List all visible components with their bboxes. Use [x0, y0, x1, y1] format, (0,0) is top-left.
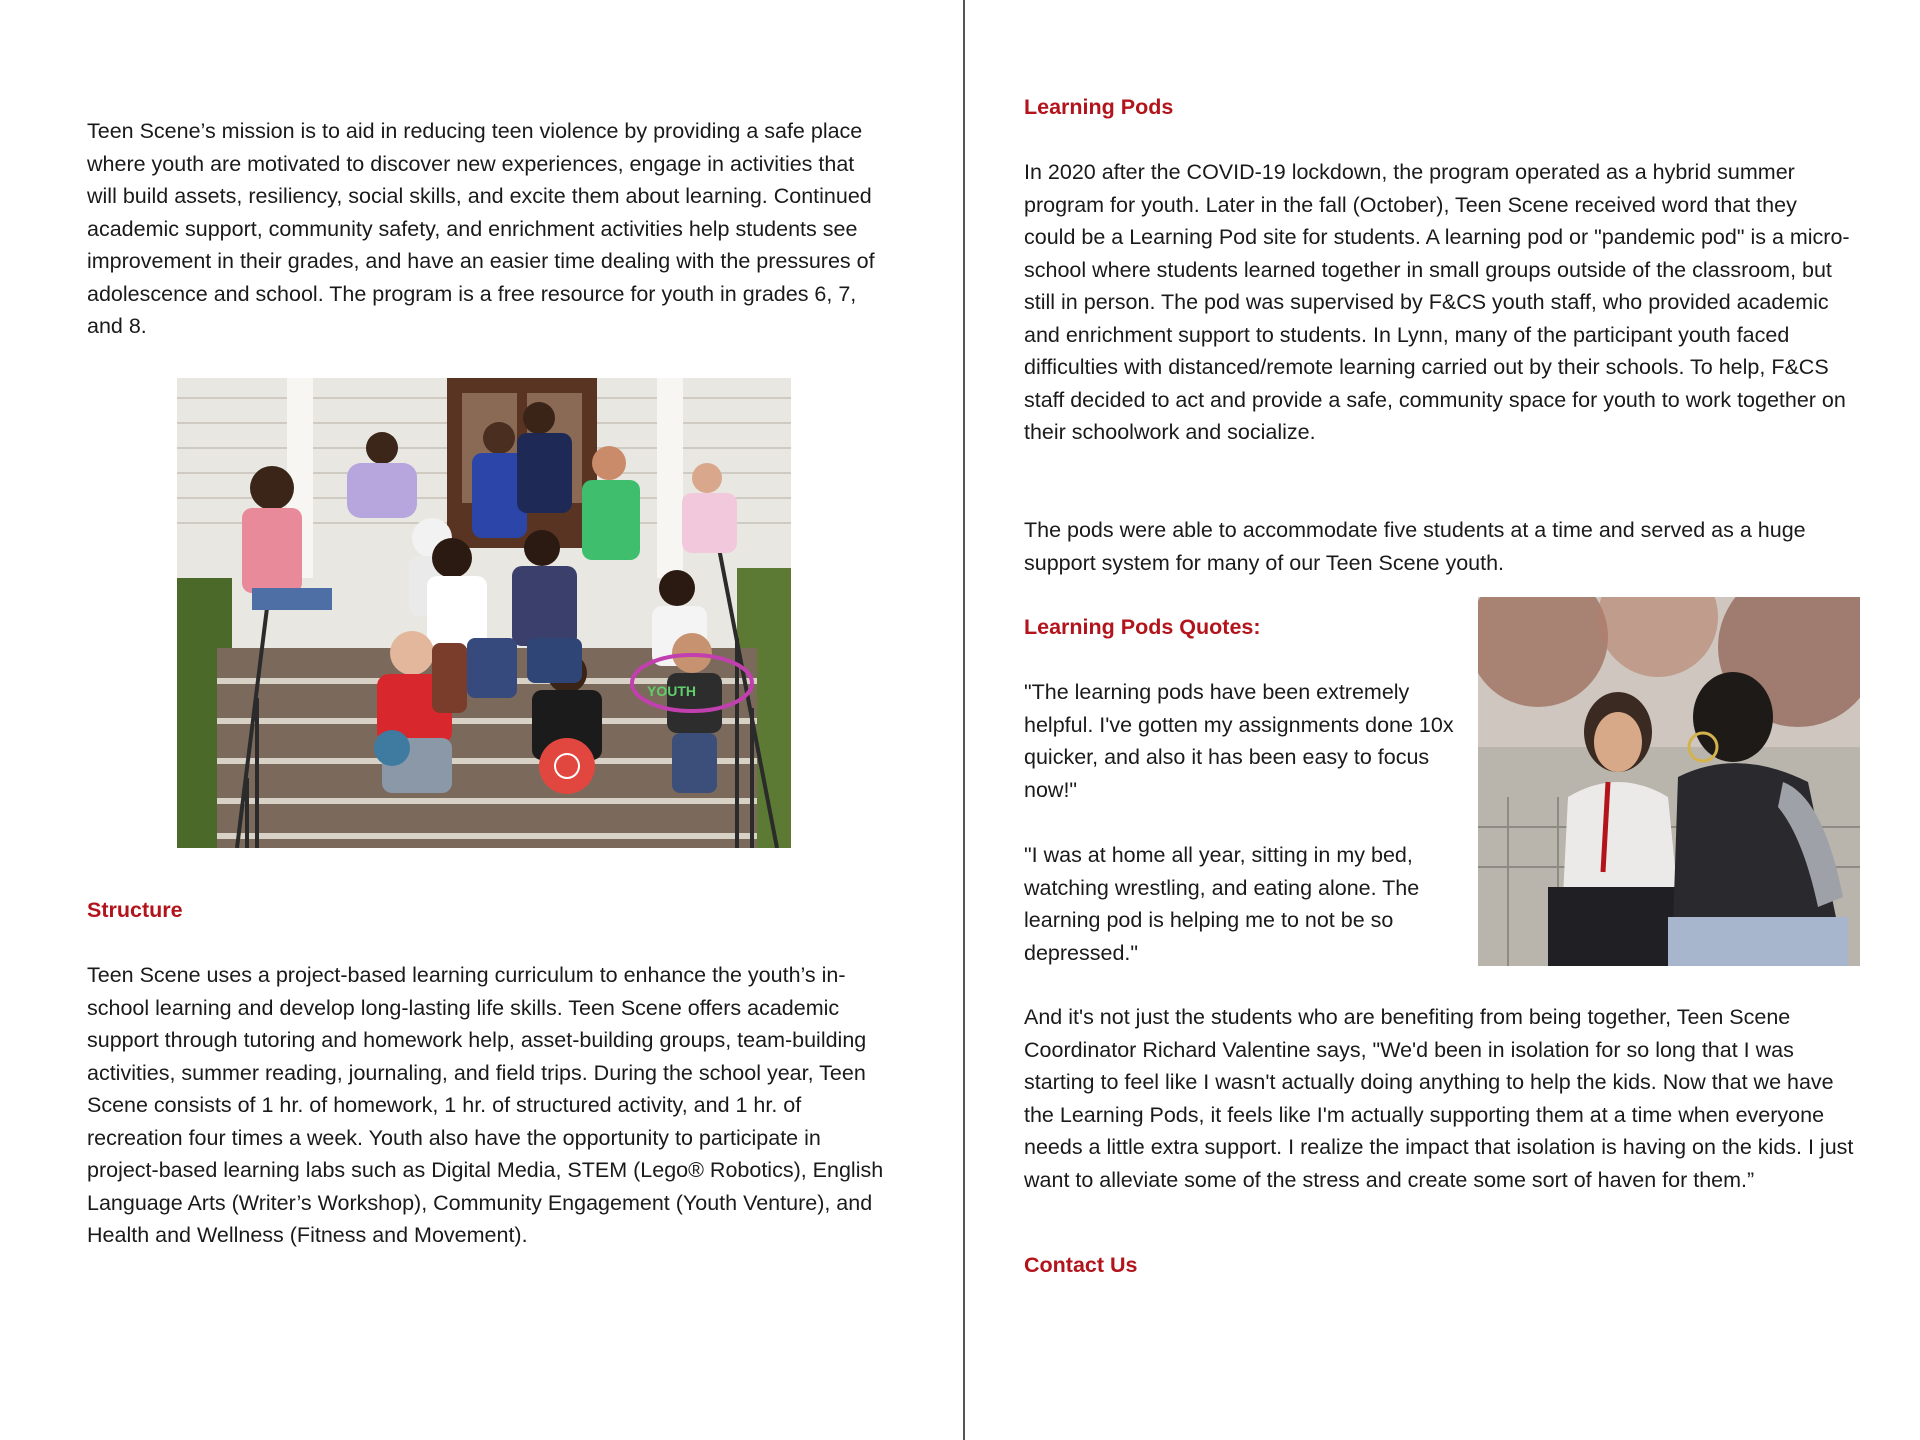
pods-capacity-paragraph: The pods were able to accommodate five students at a time and served as a huge support system for many of our Teen Scene youth. [1024, 518, 1806, 575]
learning-pods-heading: Learning Pods [1024, 95, 1174, 119]
page-divider [963, 0, 965, 1440]
learning-pods-paragraph: In 2020 after the COVID-19 lockdown, the program operated as a hybrid summer program for youth. Later in the fall (October), Teen Scene received word that they could be a Learning Pod site for students. A learning pod or "pandemic pod" is a micro-school where students learned together in small groups outside of the classroom, but still in person. The pod was supervised by F&CS youth staff, who provided academic and enrichment support to students. In Lynn, many of the participant youth faced difficulties with distanced/remote learning carried out by their schools. To help, F&CS staff decided to act and provide a safe, community space for youth to work together on their schoolwork and socialize. [1024, 160, 1850, 444]
student-quote-2: "I was at home all year, sitting in my bed, watching wrestling, and eating alone. The learning pod is helping me to not be so depressed." [1024, 843, 1420, 965]
teen-group-photo [177, 378, 791, 848]
contact-us-heading: Contact Us [1024, 1253, 1138, 1277]
structure-heading: Structure [87, 898, 183, 922]
student-quote-1: "The learning pods have been extremely helpful. I've gotten my assignments done 10x quicker, and also it has been easy to focus now!" [1024, 680, 1454, 802]
learning-pod-students-photo [1478, 597, 1860, 966]
structure-paragraph: Teen Scene uses a project-based learning curriculum to enhance the youth’s in-school learning and develop long-lasting life skills. Teen Scene offers academic support through tutoring and homework help, asset-building groups, team-building activities, summer reading, journaling, and field trips. During the school year, Teen Scene consists of 1 hr. of homework, 1 hr. of structured activity, and 1 hr. of recreation four times a week. Youth also have the opportunity to participate in project-based learning labs such as Digital Media, STEM (Lego® Robotics), English Language Arts (Writer’s Workshop), Community Engagement (Youth Venture), and Health and Wellness (Fitness and Movement). [87, 963, 884, 1247]
learning-pods-quotes-heading: Learning Pods Quotes: [1024, 615, 1261, 639]
coordinator-quote-paragraph: And it's not just the students who are benefiting from being together, Teen Scene Coordinator Richard Valentine says, "We'd been in isolation for so long that I was starting to feel like I wasn't actually doing anything to help the kids. Now that we have the Learning Pods, it feels like I'm actually supporting them at a time when everyone needs a little extra support. I realize the impact that isolation is having on the kids. I just want to alleviate some of the stress and create some sort of haven for them.” [1024, 1005, 1854, 1192]
shirt-lettering: YOUTH [647, 683, 696, 699]
mission-paragraph: Teen Scene’s mission is to aid in reducing teen violence by providing a safe place where youth are motivated to discover new experiences, engage in activities that will build assets, resiliency, social skills, and excite them about learning. Continued academic support, community safety, and enrichment activities help students see improvement in their grades, and have an easier time dealing with the pressures of adolescence and school. The program is a free resource for youth in grades 6, 7, and 8. [87, 119, 875, 338]
